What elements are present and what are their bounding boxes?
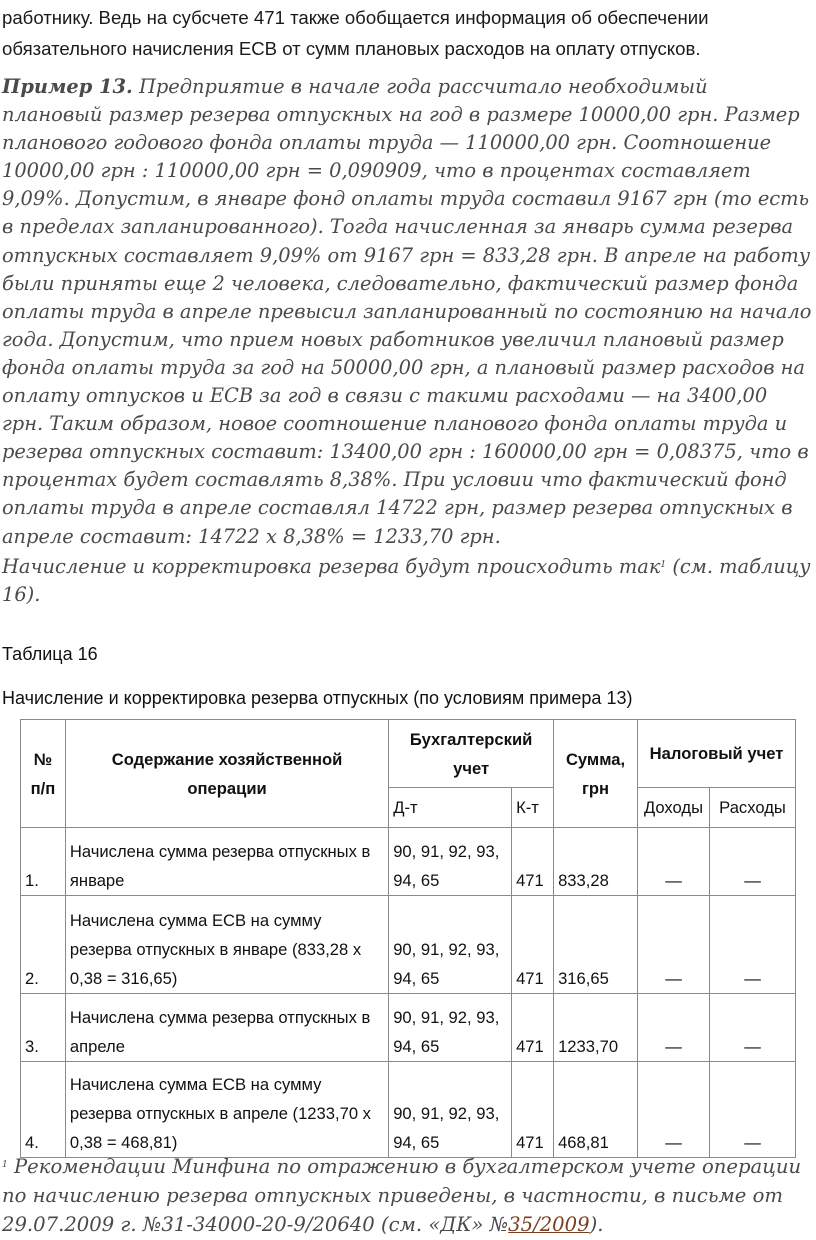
row-expenses: —	[709, 994, 795, 1062]
table-caption: Начисление и корректировка резерва отпускных (по условиям примера 13)	[2, 688, 633, 708]
example-closing-tail: (см. таблицу 16).	[2, 554, 811, 606]
row-number: 4.	[21, 1062, 66, 1158]
row-income: —	[638, 896, 710, 994]
table-row	[21, 1062, 796, 1158]
row-expenses: —	[709, 828, 795, 896]
footnote-tail: ).	[589, 1213, 604, 1236]
row-income: —	[638, 828, 710, 896]
row-debit: 90, 91, 92, 93, 94, 65	[389, 828, 512, 896]
intro-paragraph	[2, 2, 814, 64]
example-closing: Начисление и корректировка резерва будут происходить так	[2, 554, 661, 578]
row-sum: 833,28	[554, 828, 638, 896]
footnote	[2, 1151, 812, 1239]
table-row	[21, 828, 796, 896]
intro-line: обязательного начисления ЕСВ от сумм плановых расходов на оплату отпусков.	[2, 38, 701, 59]
intro-line: работнику. Ведь на субсчете 471 также обобщается информация об обеспечении	[2, 7, 709, 28]
row-income: —	[638, 994, 710, 1062]
header-credit: К-т	[512, 788, 554, 828]
table-row	[21, 994, 796, 1062]
row-content: Начислена сумма ЕСВ на сумму резерва отпускных в апреле (1233,70 х 0,38 = 468,81)	[65, 1062, 388, 1158]
row-expenses: —	[709, 1062, 795, 1158]
footnote-text: Рекомендации Минфина по отражению в бухгалтерском учете операции по начислению резерва отпускных приведены, в частности, в письме от 29.07.2009 г. №31-34000-20-9/20640 (см. «ДК» №	[2, 1155, 802, 1236]
row-credit: 471	[512, 1062, 554, 1158]
example-paragraph	[2, 73, 812, 609]
footnote-reference[interactable]: 1	[660, 559, 667, 570]
row-sum: 316,65	[554, 896, 638, 994]
header-sum: Сумма, грн	[554, 720, 638, 828]
table-number: Таблица 16	[2, 644, 98, 664]
row-content: Начислена сумма резерва отпускных в апреле	[65, 994, 388, 1062]
row-income: —	[638, 1062, 710, 1158]
header-accounting: Бухгалтерский учет	[389, 720, 554, 788]
header-income: Доходы	[638, 788, 710, 828]
header-expenses: Расходы	[709, 788, 795, 828]
header-content: Содержание хозяйственной операции	[65, 720, 388, 828]
issue-link[interactable]: 35/2009	[508, 1213, 590, 1236]
row-expenses: —	[709, 896, 795, 994]
example-body: Предприятие в начале года рассчитало необходимый плановый размер резерва отпускных на год в размере 10000,00 грн. Размер планового годового фонда оплаты труда — 110000,00 грн. Соотношение 10000,00 грн : 110000,00 грн = 0,090909, что в процентах составляет 9,09%. Допустим, в январе фонд оплаты труда составил 9167 грн (то есть в пределах запланированного). Тогда начисленная за январь сумма резерва отпускных составляет 9,09% от 9167 грн = 833,28 грн. В апреле на работу были приняты еще 2 человека, следовательно, фактический размер фонда оплаты труда в апреле превысил запланированный по состоянию на начало года. Допустим, что прием новых работников увеличил плановый размер фонда оплаты труда за год на 50000,00 грн, а плановый размер расходов на оплату отпусков и ЕСВ за год в связи с такими расходами — на 3400,00 грн. Таким образом, новое соотношение планового фонда оплаты труда и резерва отпускных составит: 13400,00 грн : 160000,00 грн = 0,08375, что в процентах будет составлять 8,38%. При условии что фактический фонд оплаты труда в апреле составлял 14722 грн, размер резерва отпускных в апреле составит: 14722 х 8,38% = 1233,70 грн.	[2, 75, 812, 548]
row-debit: 90, 91, 92, 93, 94, 65	[389, 1062, 512, 1158]
row-number: 1.	[21, 828, 66, 896]
row-sum: 468,81	[554, 1062, 638, 1158]
header-tax: Налоговый учет	[638, 720, 796, 788]
row-content: Начислена сумма ЕСВ на сумму резерва отпускных в январе (833,28 х 0,38 = 316,65)	[65, 896, 388, 994]
header-number: № п/п	[21, 720, 66, 828]
header-debit: Д-т	[389, 788, 512, 828]
row-credit: 471	[512, 896, 554, 994]
row-debit: 90, 91, 92, 93, 94, 65	[389, 994, 512, 1062]
row-content: Начислена сумма резерва отпускных в январе	[65, 828, 388, 896]
row-credit: 471	[512, 828, 554, 896]
row-credit: 471	[512, 994, 554, 1062]
table-row	[21, 896, 796, 994]
footnote-mark: 1	[2, 1160, 8, 1170]
row-number: 2.	[21, 896, 66, 994]
row-debit: 90, 91, 92, 93, 94, 65	[389, 896, 512, 994]
row-number: 3.	[21, 994, 66, 1062]
row-sum: 1233,70	[554, 994, 638, 1062]
reserve-table	[20, 719, 796, 1158]
example-label: Пример 13.	[2, 75, 133, 98]
